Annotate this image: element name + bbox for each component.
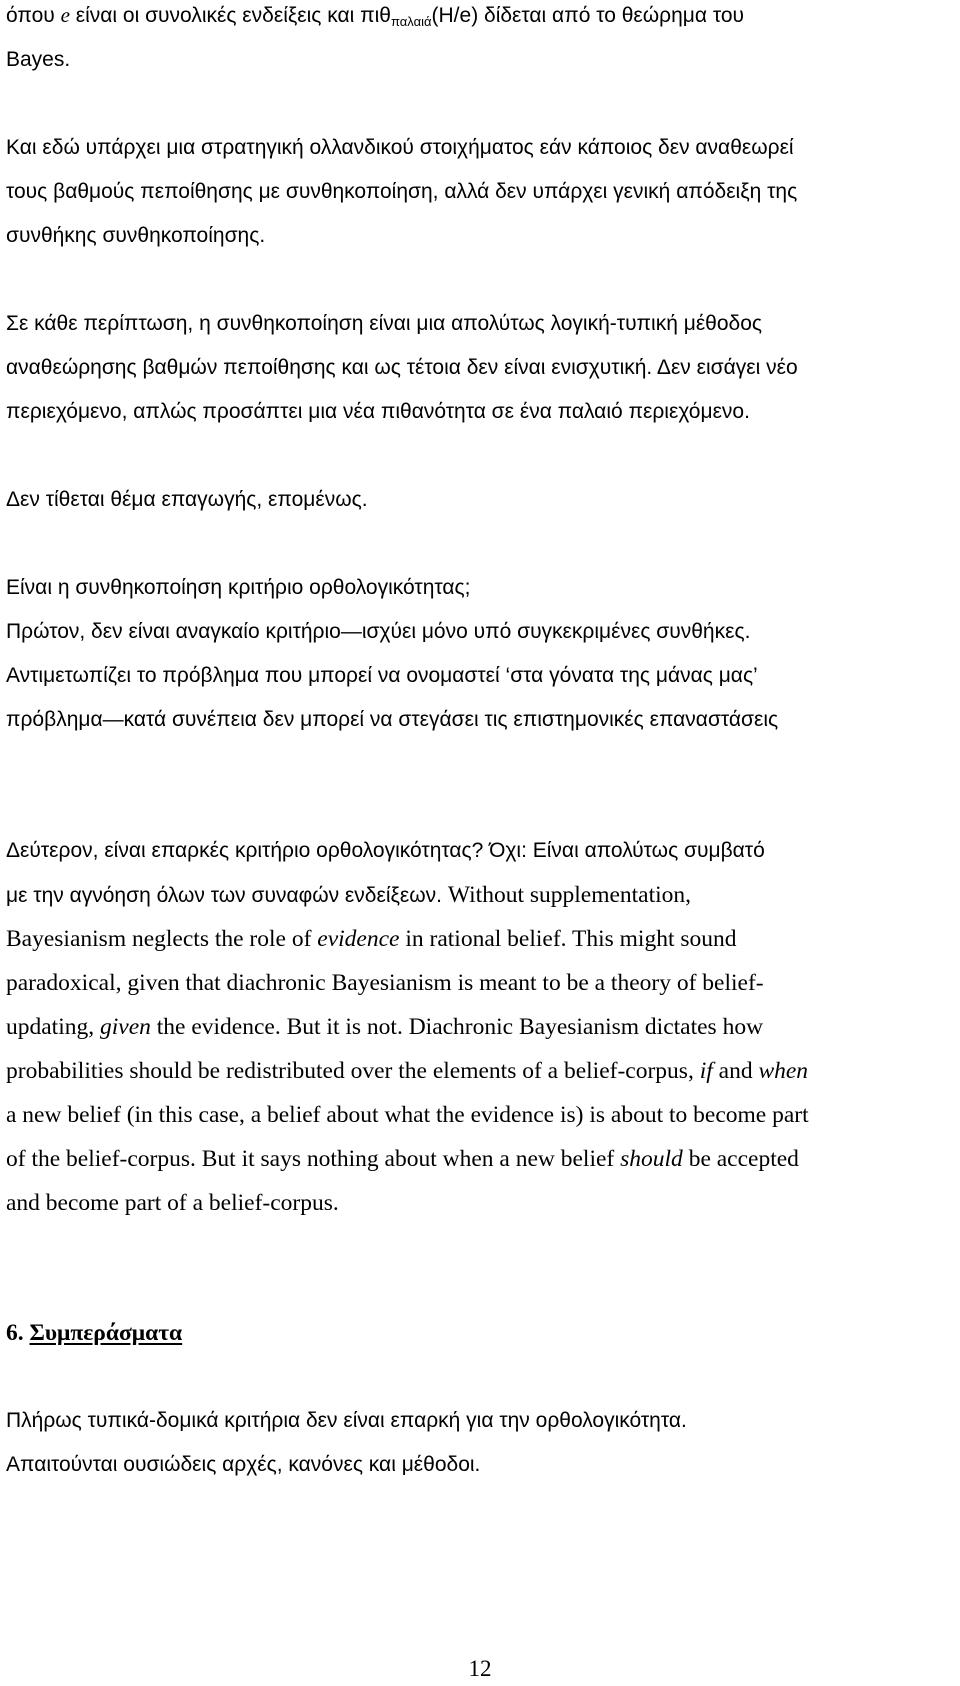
section-number: 6. bbox=[6, 1320, 24, 1346]
text-fragment: in rational belief. This might sound bbox=[399, 926, 737, 952]
text-line bbox=[6, 0, 744, 37]
italic-variable: e bbox=[60, 3, 70, 27]
text-line: Είναι η συνθηκοποίηση κριτήριο ορθολογικότητας; bbox=[6, 576, 471, 599]
page-number: 12 bbox=[468, 1656, 492, 1681]
section-heading bbox=[6, 1318, 182, 1348]
text-fragment: be accepted bbox=[682, 1146, 799, 1172]
text-line: αναθεώρησης βαθμών πεποίθησης και ως τέτοια δεν είναι ενισχυτική. Δεν εισάγει νέο bbox=[6, 356, 798, 379]
text-fragment: and bbox=[712, 1058, 759, 1084]
text-line: paradoxical, given that diachronic Bayesianism is meant to be a theory of belief- bbox=[6, 970, 764, 996]
text-line bbox=[6, 1056, 808, 1086]
text-line: and become part of a belief-corpus. bbox=[6, 1190, 339, 1216]
section-title: Συμπεράσματα bbox=[29, 1320, 183, 1346]
text-fragment: Without supplementation, bbox=[442, 882, 692, 908]
text-line: Απαιτούνται ουσιώδεις αρχές, κανόνες και μέθοδοι. bbox=[6, 1453, 481, 1476]
text-fragment: όπου bbox=[6, 4, 61, 27]
text-line bbox=[6, 1144, 799, 1174]
text-line: περιεχόμενο, απλώς προσάπτει μια νέα πιθανότητα σε ένα παλαιό περιεχόμενο. bbox=[6, 400, 750, 423]
italic-emphasis: given bbox=[100, 1014, 151, 1040]
text-line: πρόβλημα—κατά συνέπεια δεν μπορεί να στεγάσει τις επιστημονικές επαναστάσεις bbox=[6, 708, 779, 731]
text-fragment: είναι οι συνολικές ενδείξεις και πιθ bbox=[69, 4, 391, 27]
subscript: παλαιά bbox=[390, 14, 432, 29]
text-fragment: of the belief-corpus. But it says nothing about when a new belief bbox=[6, 1146, 621, 1172]
text-fragment: (H/e) δίδεται από το θεώρημα του bbox=[431, 4, 745, 27]
text-fragment: updating, bbox=[6, 1014, 100, 1040]
text-line: Αντιμετωπίζει το πρόβλημα που μπορεί να ονομαστεί ‘στα γόνατα της μάνας μας’ bbox=[6, 664, 758, 687]
text-line: Δεν τίθεται θέμα επαγωγής, επομένως. bbox=[6, 488, 368, 511]
italic-emphasis: evidence bbox=[317, 926, 400, 952]
text-line bbox=[6, 924, 737, 954]
text-fragment: Bayesianism neglects the role of bbox=[6, 926, 318, 952]
italic-emphasis: should bbox=[620, 1146, 683, 1172]
italic-emphasis: if bbox=[699, 1058, 713, 1084]
text-fragment: the evidence. But it is not. Diachronic Bayesianism dictates how bbox=[150, 1014, 764, 1040]
text-line: Πλήρως τυπικά-δομικά κριτήρια δεν είναι επαρκή για την ορθολογικότητα. bbox=[6, 1409, 687, 1432]
text-line: Δεύτερον, είναι επαρκές κριτήριο ορθολογικότητας? Όχι: Είναι απολύτως συμβατό bbox=[6, 839, 765, 862]
text-line bbox=[6, 880, 691, 911]
text-line: συνθήκης συνθηκοποίησης. bbox=[6, 224, 266, 247]
italic-emphasis: when bbox=[758, 1058, 809, 1084]
text-line: Σε κάθε περίπτωση, η συνθηκοποίηση είναι μια απολύτως λογική-τυπική μέθοδος bbox=[6, 312, 763, 335]
text-fragment: με την αγνόηση όλων των συναφών ενδείξεων. bbox=[6, 884, 443, 907]
text-line: Bayes. bbox=[6, 48, 71, 71]
text-line: a new belief (in this case, a belief about what the evidence is) is about to become part bbox=[6, 1102, 809, 1128]
text-line: Και εδώ υπάρχει μια στρατηγική ολλανδικού στοιχήματος εάν κάποιος δεν αναθεωρεί bbox=[6, 136, 794, 159]
text-line: Πρώτον, δεν είναι αναγκαίο κριτήριο—ισχύει μόνο υπό συγκεκριμένες συνθήκες. bbox=[6, 620, 751, 643]
text-fragment: probabilities should be redistributed over the elements of a belief-corpus, bbox=[6, 1058, 700, 1084]
text-line: τους βαθμούς πεποίθησης με συνθηκοποίηση, αλλά δεν υπάρχει γενική απόδειξη της bbox=[6, 180, 798, 203]
text-line bbox=[6, 1012, 763, 1042]
